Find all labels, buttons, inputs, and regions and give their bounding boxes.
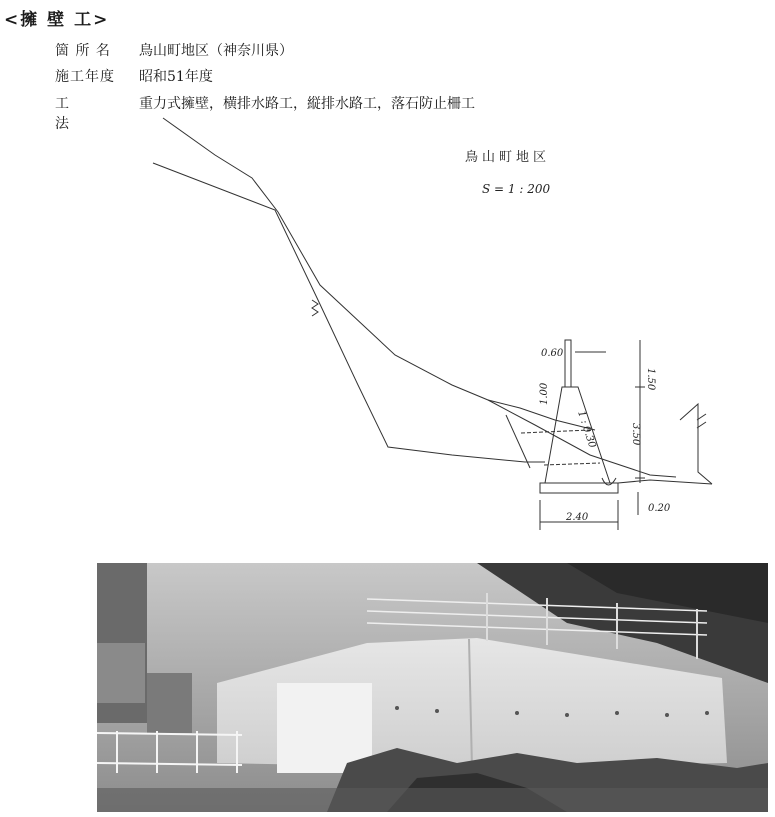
dim-base-height: 0.20 xyxy=(648,503,671,514)
slope-mark xyxy=(312,300,318,316)
dim-slope: 1 : 0.30 xyxy=(575,409,598,450)
section-heading: <擁 壁 工> xyxy=(4,10,110,30)
site-photo-image xyxy=(97,563,768,812)
method-label: 工 法 xyxy=(55,96,119,132)
fence-post xyxy=(565,340,571,387)
construction-year-value: 昭和51年度 xyxy=(139,69,213,85)
right-side-wall xyxy=(680,404,712,484)
drawing-scale: S = 1 : 200 xyxy=(482,182,551,196)
dim-fence-height: 1.00 xyxy=(539,382,550,405)
construction-year-label: 施工年度 xyxy=(55,69,115,85)
dim-top-width: 0.60 xyxy=(541,348,564,359)
dim-base-width: 2.40 xyxy=(566,512,589,523)
drain-pipe-upper xyxy=(521,430,590,433)
original-ground-line xyxy=(163,118,676,477)
method-value: 重力式擁壁，横排水路工，縦排水路工，落石防止柵工 xyxy=(139,96,475,112)
dim-wall-height: 3.50 xyxy=(630,423,641,446)
dim-top-height: 1.50 xyxy=(645,368,656,391)
site-photo xyxy=(97,563,768,812)
location-label: 箇 所 名 xyxy=(55,43,111,59)
road-surface-line xyxy=(618,480,712,484)
drain-pipe-lower xyxy=(544,463,600,465)
retaining-wall-section xyxy=(545,387,610,483)
location-value: 鳥山町地区（神奈川県） xyxy=(139,43,293,59)
drawing-title: 鳥山町地区 xyxy=(465,150,551,165)
